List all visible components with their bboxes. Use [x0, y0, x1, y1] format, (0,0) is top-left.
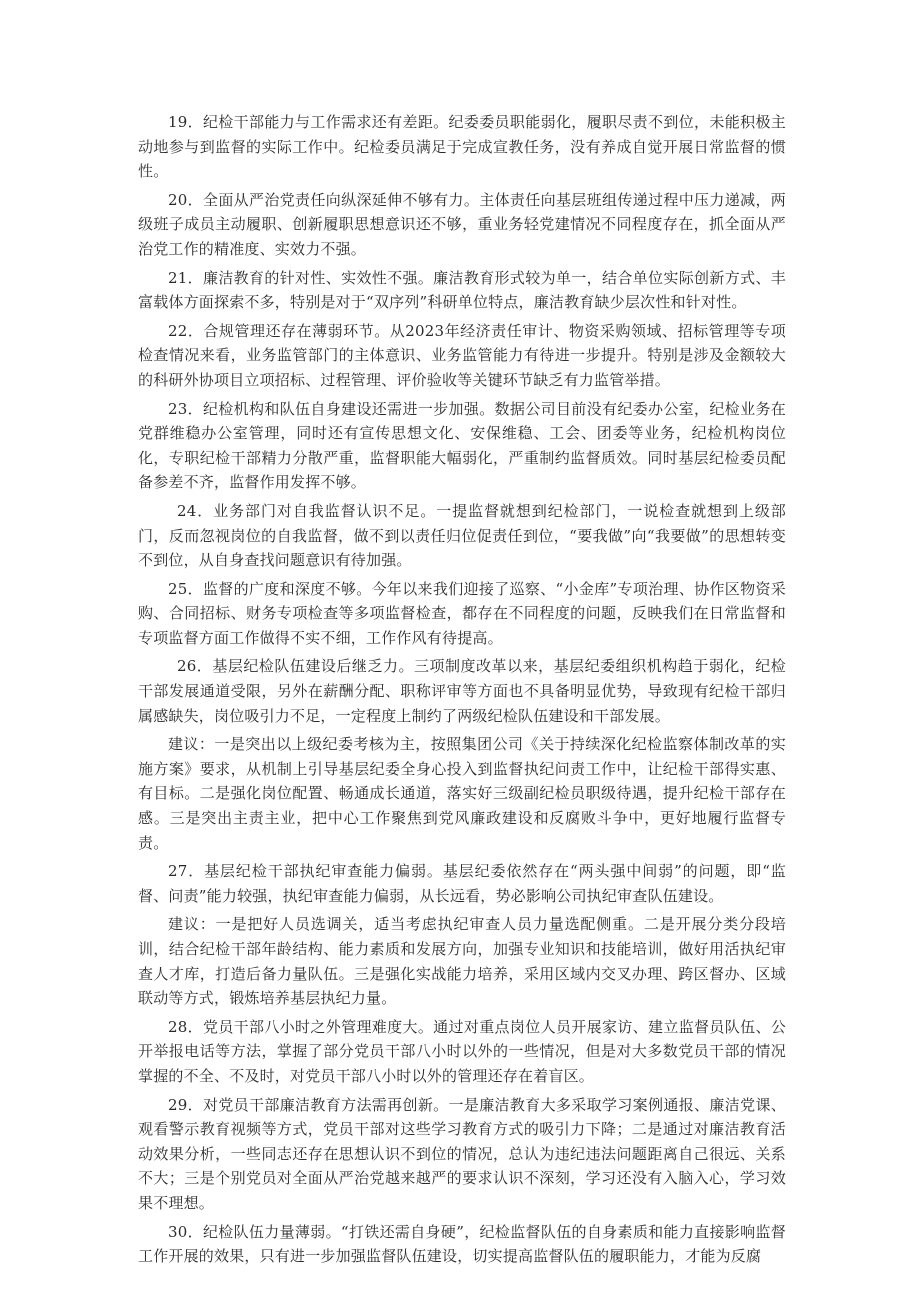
paragraph-25: 25．监督的广度和深度不够。今年以来我们迎接了巡察、“小金库”专项治理、协作区物资采购、合同招标、财务专项检查等多项监督检查，都存在不同程度的问题，反映我们在日常监督和专项监督方面工作做得不实不细，工作作风有待提高。 [138, 579, 786, 647]
paragraph-27: 27．基层纪检干部执纪审查能力偏弱。基层纪委依然存在“两头强中间弱”的问题，即“监督、问责”能力较强，执纪审查能力偏弱，从长远看，势必影响公司执纪审查队伍建设。 [138, 862, 786, 905]
paragraph-24: 24．业务部门对自我监督认识不足。一提监督就想到纪检部门，一说检查就想到上级部门，反而忽视岗位的自我监督，做不到以责任归位促责任到位，“要我做”向“我要做”的思想转变不到位，从自身查找问题意识有待加强。 [138, 501, 786, 570]
paragraph-23: 23．纪检机构和队伍自身建设还需进一步加强。数据公司目前没有纪委办公室，纪检业务在党群维稳办公室管理，同时还有宣传思想文化、安保维稳、工会、团委等业务，纪检机构岗位化，专职纪检干部精力分散严重，监督职能大幅弱化，严重制约监督质效。同时基层纪检委员配备参差不齐，监督作用发挥不够。 [138, 399, 786, 492]
paragraph-26: 26．基层纪检队伍建设后继乏力。三项制度改革以来，基层纪委组织机构趋于弱化，纪检干部发展通道受限，另外在薪酬分配、职称评审等方面也不具备明显优势，导致现有纪检干部归属感缺失，岗位吸引力不足，一定程度上制约了两级纪检队伍建设和干部发展。 [138, 657, 786, 725]
paragraph-26-suggestion: 建议：一是突出以上级纪委考核为主，按照集团公司《关于持续深化纪检监察体制改革的实施方案》要求，从机制上引导基层纪委全身心投入到监督执纪问责工作中，让纪检干部得实惠、有目标。二是强化岗位配置、畅通成长通道，落实好三级副纪检员职级待遇，提升纪检干部存在感。三是突出主责主业，把中心工作聚焦到党风廉政建设和反腐败斗争中，更好地履行监督专责。 [138, 735, 786, 852]
paragraph-20: 20．全面从严治党责任向纵深延伸不够有力。主体责任向基层班组传递过程中压力递减，两级班子成员主动履职、创新履职思想意识还不够，重业务轻党建情况不同程度存在，抓全面从严治党工作的精准度、实效力不强。 [138, 190, 786, 258]
paragraph-21: 21．廉洁教育的针对性、实效性不强。廉洁教育形式较为单一，结合单位实际创新方式、丰富载体方面探索不多，特别是对于“双序列”科研单位特点，廉洁教育缺少层次性和针对性。 [138, 268, 786, 312]
document-body [138, 110, 786, 1273]
paragraph-29: 29．对党员干部廉洁教育方法需再创新。一是廉洁教育大多采取学习案例通报、廉洁党课、观看警示教育视频等方式，党员干部对这些学习教育方式的吸引力下降；二是通过对廉洁教育活动效果分析，一些同志还存在思想认识不到位的情况，总认为违纪违法问题距离自己很远、关系不大；三是个别党员对全面从严治党越来越严的要求认识不深刻，学习还没有入脑入心，学习效果不理想。 [138, 1095, 786, 1212]
paragraph-28: 28．党员干部八小时之外管理难度大。通过对重点岗位人员开展家访、建立监督员队伍、公开举报电话等方法，掌握了部分党员干部八小时以外的一些情况，但是对大多数党员干部的情况掌握的不全、不及时，对党员干部八小时以外的管理还存在着盲区。 [138, 1017, 786, 1085]
paragraph-19: 19．纪检干部能力与工作需求还有差距。纪委委员职能弱化，履职尽责不到位，未能积极主动地参与到监督的实际工作中。纪检委员满足于完成宣教任务，没有养成自觉开展日常监督的惯性。 [138, 113, 786, 181]
paragraph-30: 30．纪检队伍力量薄弱。“打铁还需自身硬”，纪检监督队伍的自身素质和能力直接影响监督工作开展的效果，只有进一步加强监督队伍建设，切实提高监督队伍的履职能力，才能为反腐 [138, 1222, 786, 1266]
paragraph-22: 22．合规管理还存在薄弱环节。从2023年经济责任审计、物资采购领域、招标管理等专项检查情况来看，业务监管部门的主体意识、业务监管能力有待进一步提升。特别是涉及金额较大的科研外协项目立项招标、过程管理、评价验收等关键环节缺乏有力监管举措。 [138, 321, 786, 389]
paragraph-27-suggestion: 建议：一是把好人员选调关，适当考虑执纪审查人员力量选配侧重。二是开展分类分段培训，结合纪检干部年龄结构、能力素质和发展方向，加强专业知识和技能培训，做好用活执纪审查人才库，打造后备力量队伍。三是强化实战能力培养，采用区域内交叉办理、跨区督办、区域联动等方式，锻炼培养基层执纪力量。 [138, 915, 786, 1008]
